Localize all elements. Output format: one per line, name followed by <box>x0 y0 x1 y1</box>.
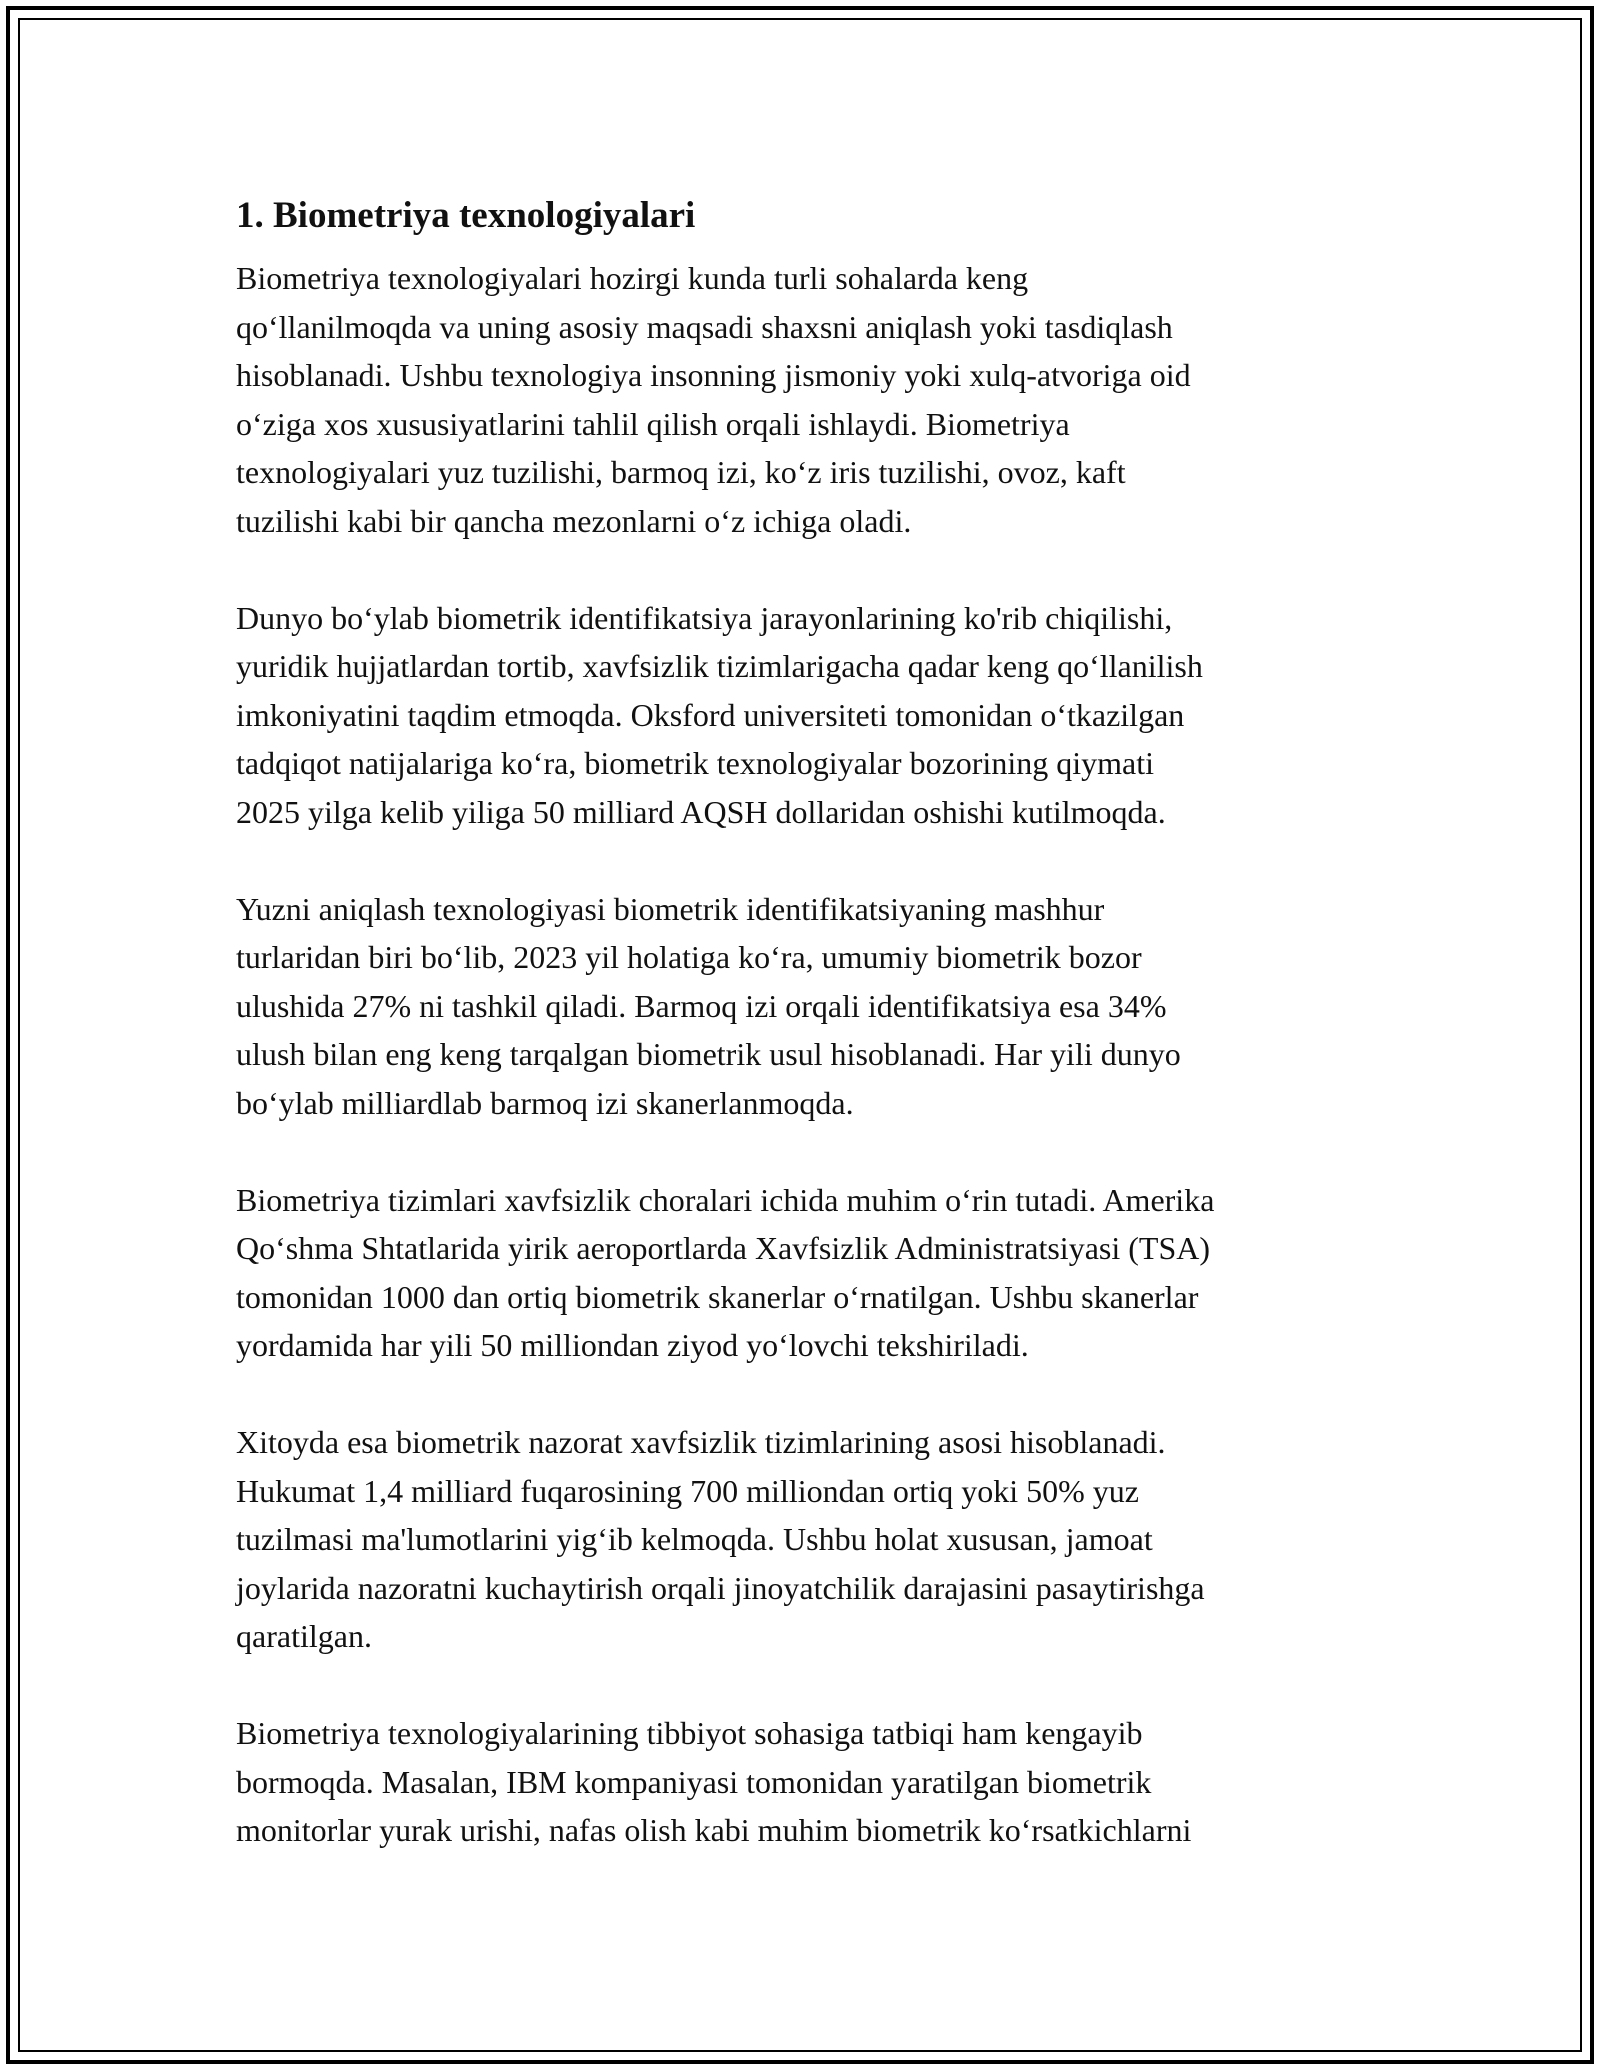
section-heading: 1. Biometriya texnologiyalari <box>236 195 696 236</box>
paragraph-5: Xitoyda esa biometrik nazorat xavfsizlik tizimlarining asosi hisoblanadi. Hukumat 1,4 milliard fuqarosining 700 milliondan ortiq yoki 50% yuz tuzilmasi ma'lumotlarini yig‘ib kelmoqda. Ushbu holat xususan, jamoat joylarida nazoratni kuchaytirish orqali jinoyatchilik darajasini pasaytirishga qaratilgan. <box>236 1424 1205 1654</box>
document-body <box>236 188 1376 1903</box>
paragraph-3: Yuzni aniqlash texnologiyasi biometrik identifikatsiyaning mashhur turlaridan biri bo‘lib, 2023 yil holatiga ko‘ra, umumiy biometrik bozor ulushida 27% ni tashkil qiladi. Barmoq izi orqali identifikatsiya esa 34% ulush bilan eng keng tarqalgan biometrik usul hisoblanadi. Har yili dunyo bo‘ylab milliardlab barmoq izi skanerlanmoqda. <box>236 890 1181 1121</box>
paragraph-4: Biometriya tizimlari xavfsizlik choralari ichida muhim o‘rin tutadi. Amerika Qo‘shma Shtatlarida yirik aeroportlarda Xavfsizlik Administratsiyasi (TSA) tomonidan 1000 dan ortiq biometrik skanerlar o‘rnatilgan. Ushbu skanerlar yordamida har yili 50 milliondan ziyod yo‘lovchi tekshiriladi. <box>236 1181 1215 1363</box>
paragraph-6: Biometriya texnologiyalarining tibbiyot sohasiga tatbiqi ham kengayib bormoqda. Masalan, IBM kompaniyasi tomonidan yaratilgan biometrik monitorlar yurak urishi, nafas olish kabi muhim biometrik ko‘rsatkichlarni <box>236 1715 1192 1848</box>
paragraph-2: Dunyo bo‘ylab biometrik identifikatsiya jarayonlarining ko'rib chiqilishi, yuridik hujjatlardan tortib, xavfsizlik tizimlarigacha qadar keng qo‘llanilish imkoniyatini taqdim etmoqda. Oksford universiteti tomonidan o‘tkazilgan tadqiqot natijalariga ko‘ra, biometrik texnologiyalar bozorining qiymati 2025 yilga kelib yiliga 50 milliard AQSH dollaridan oshishi kutilmoqda. <box>236 599 1203 830</box>
paragraph-1: Biometriya texnologiyalari hozirgi kunda turli sohalarda keng qo‘llanilmoqda va uning asosiy maqsadi shaxsni aniqlash yoki tasdiqlash hisoblanadi. Ushbu texnologiya insonning jismoniy yoki xulq-atvoriga oid o‘ziga xos xususiyatlarini tahlil qilish orqali ishlaydi. Biometriya texnologiyalari yuz tuzilishi, barmoq izi, ko‘z iris tuzilishi, ovoz, kaft tuzilishi kabi bir qancha mezonlarni o‘z ichiga oladi. <box>236 260 1191 539</box>
